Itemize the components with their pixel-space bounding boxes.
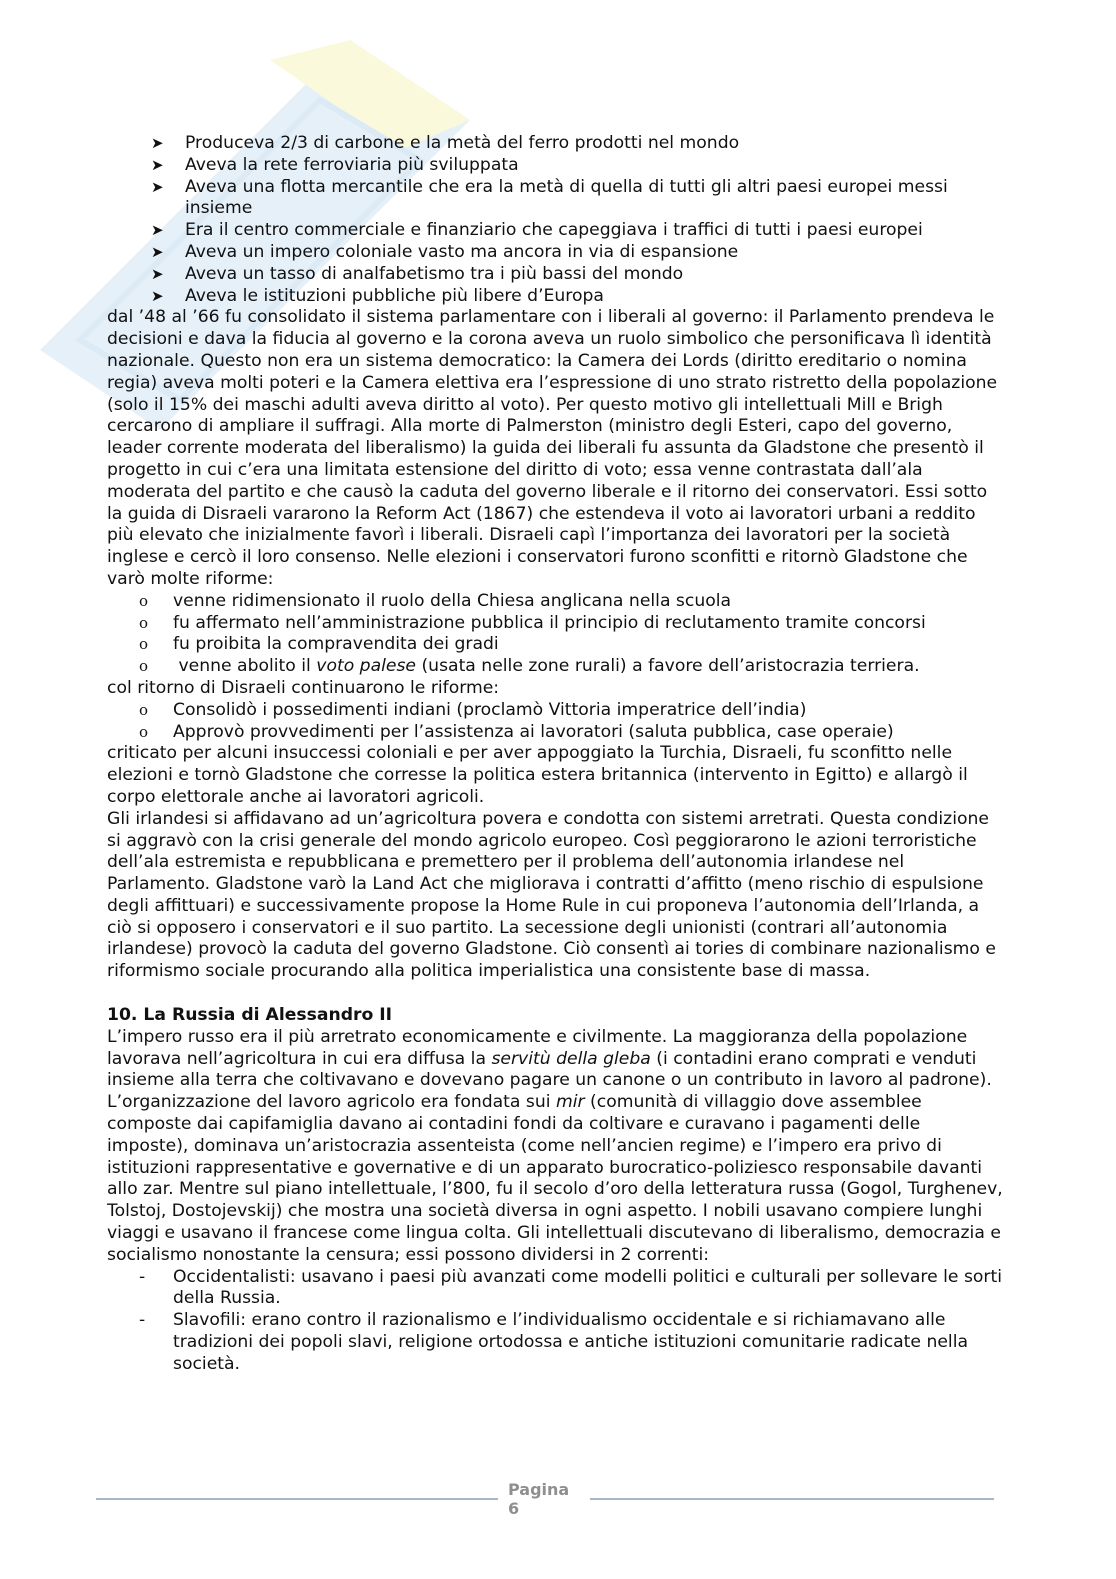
document-body bbox=[107, 133, 1007, 1376]
emphasis: mir bbox=[556, 1092, 585, 1113]
list-item: ➤ Aveva la rete ferroviaria più sviluppata bbox=[151, 154, 519, 175]
emphasis: voto palese bbox=[316, 656, 417, 677]
list-item: o fu proibita la compravendita dei gradi bbox=[139, 634, 499, 655]
arrow-bullet-icon: ➤ bbox=[151, 264, 164, 283]
footer-divider-left bbox=[96, 1498, 498, 1500]
footer-divider-right bbox=[590, 1498, 994, 1500]
bullet-list-currents bbox=[107, 1267, 1007, 1376]
arrow-bullet-icon: ➤ bbox=[151, 221, 164, 240]
list-item: ➤ Aveva un impero coloniale vasto ma ancora in via di espansione bbox=[151, 241, 739, 262]
paragraph-ireland: Gli irlandesi si affidavano ad un’agricoltura povera e condotta con sistemi arretrati. Questa condizione si aggravò con la crisi generale del mondo agricolo europeo. Così peggiorarono le azioni terroristiche dell’ala estremista e repubblicana e premettero per il problema dell’autonomia irlandese nel Parlamento. Gladstone varò la Land Act che migliorava i contratti d’affitto (meno rischio di espulsione degli affittuari) e successivamente propose la Home Rule in cui proponeva l’autonomia dell’Irlanda, a ciò si opposero i conservatori e il suo partito. La secessione degli unionisti (contrari all’autonomia irlandese) provocò la caduta del governo Gladstone. Ciò consentì ai tories di combinare nazionalismo e riformismo sociale procurando alla politica imperialistica una consistente base di massa. bbox=[107, 808, 996, 982]
list-item: ➤ Aveva una flotta mercantile che era la metà di quella di tutti gli altri paesi europei messi insieme bbox=[151, 176, 948, 219]
dash-bullet-icon: - bbox=[139, 1310, 146, 1331]
paragraph-disraeli-defeat: criticato per alcuni insuccessi coloniali e per aver appoggiato la Turchia, Disraeli, fu sconfitto nelle elezioni e tornò Gladstone che corresse la politica estera britannica (intervento in Egitto) e allargò il corpo elettorale anche ai lavoratori agricoli. bbox=[107, 743, 968, 807]
list-item: ➤ Era il centro commerciale e finanziario che capeggiava i traffici di tutti i paesi europei bbox=[151, 220, 923, 241]
bullet-list-britain bbox=[107, 133, 1007, 307]
circle-bullet-icon: o bbox=[139, 635, 149, 654]
paragraph-disraeli-return: col ritorno di Disraeli continuarono le riforme: bbox=[107, 677, 500, 698]
list-item: o fu affermato nell’amministrazione pubblica il principio di reclutamento tramite concorsi bbox=[139, 612, 926, 633]
section-heading: 10. La Russia di Alessandro II bbox=[107, 1005, 393, 1026]
page-number: Pagina 6 bbox=[508, 1480, 570, 1518]
arrow-bullet-icon: ➤ bbox=[151, 134, 164, 152]
emphasis: servitù della gleba bbox=[491, 1048, 651, 1069]
arrow-bullet-icon: ➤ bbox=[151, 177, 164, 196]
list-item: o venne ridimensionato il ruolo della Chiesa anglicana nella scuola bbox=[139, 590, 732, 611]
circle-bullet-icon: o bbox=[139, 657, 149, 676]
list-item: ➤ Aveva le istituzioni pubbliche più libere d’Europa bbox=[151, 285, 604, 306]
list-item: o Approvò provvedimenti per l’assistenza ai lavoratori (saluta pubblica, case operaie) bbox=[139, 721, 894, 742]
paragraph-parliament: dal ’48 al ’66 fu consolidato il sistema parlamentare con i liberali al governo: il Parlamento prendeva le decisioni e dava la fiducia al governo e la corona aveva un ruolo simbolico che personificava lì identità nazionale. Questo non era un sistema democratico: la Camera dei Lords (diritto ereditario o nomina regia) aveva molti poteri e la Camera elettiva era l’espressione di uno strato ristretto della popolazione (solo il 15% dei maschi adulti aveva diritto al voto). Per questo motivo gli intellettuali Mill e Brigh cercarono di ampliare il suffragi. Alla morte di Palmerston (ministro degli Esteri, capo del governo, leader corrente moderata del liberalismo) la guida dei liberali fu assunta da Gladstone che presentò il progetto in cui c’era una limitata estensione del diritto di voto; essa venne contrastata dall’ala moderata del partito e che causò la caduta del governo liberale e il ritorno dei conservatori. Essi sotto la guida di Disraeli vararono la Reform Act (1867) che estendeva il voto ai lavoratori urbani a reddito più elevato che inizialmente favorì i liberali. Disraeli capì l’importanza dei lavoratori per la società inglese e cercò il loro consenso. Nelle elezioni i conservatori furono sconfitti e ritornò Gladstone che varò molte riforme: bbox=[107, 307, 998, 589]
list-item: ➤ Produceva 2/3 di carbone e la metà del ferro prodotti nel mondo bbox=[151, 133, 740, 153]
circle-bullet-icon: o bbox=[139, 700, 149, 719]
list-item: o Consolidò i possedimenti indiani (proclamò Vittoria imperatrice dell’india) bbox=[139, 699, 807, 720]
circle-bullet-icon: o bbox=[139, 591, 149, 610]
page-footer bbox=[96, 1480, 996, 1520]
arrow-bullet-icon: ➤ bbox=[151, 155, 164, 174]
list-item: - Occidentalisti: usavano i paesi più avanzati come modelli politici e culturali per sollevare le sorti della Russia. bbox=[139, 1266, 1002, 1309]
circle-bullet-icon: o bbox=[139, 613, 149, 632]
paragraph-russia: L’impero russo era il più arretrato economicamente e civilmente. La maggioranza della popolazione lavorava nell’agricoltura in cui era diffusa la servitù della gleba (i contadini erano comprati e venduti insieme alla terra che coltivavano e dovevano pagare un canone o un contributo in lavoro al padrone). L’organizzazione del lavoro agricolo era fondata sui mir (comunità di villaggio dove assemblee composte dai capifamiglia davano ai contadini fondi da coltivare e curavano i pagamenti delle imposte), dominava un’aristocrazia assenteista (come nell’ancien regime) e l’impero era privo di istituzioni rappresentative e governative e di un apparato burocratico-poliziesco responsabile davanti allo zar. Mentre sul piano intellettuale, l’800, fu il secolo d’oro della letteratura russa (Gogol, Turghenev, Tolstoj, Dostojevskij) che mostra una società diversa in ogni aspetto. I nobili usavano compiere lunghi viaggi e usavano il francese come lingua colta. Gli intellettuali discutevano di liberalismo, democrazia e socialismo nonostante la censura; essi possono dividersi in 2 correnti: bbox=[107, 1026, 1003, 1265]
bullet-list-disraeli-reforms bbox=[107, 700, 1007, 744]
list-item: ➤ Aveva un tasso di analfabetismo tra i più bassi del mondo bbox=[151, 263, 684, 284]
list-item: - Slavofili: erano contro il razionalismo e l’individualismo occidentale e si richiamavano alle tradizioni dei popoli slavi, religione ortodossa e antiche istituzioni comunitarie radicate nella società. bbox=[139, 1310, 968, 1374]
dash-bullet-icon: - bbox=[139, 1266, 146, 1287]
circle-bullet-icon: o bbox=[139, 722, 149, 741]
bullet-list-gladstone-reforms bbox=[107, 591, 1007, 678]
arrow-bullet-icon: ➤ bbox=[151, 242, 164, 261]
arrow-bullet-icon: ➤ bbox=[151, 286, 164, 305]
list-item: o venne abolito il voto palese (usata nelle zone rurali) a favore dell’aristocrazia terriera. bbox=[139, 656, 920, 677]
